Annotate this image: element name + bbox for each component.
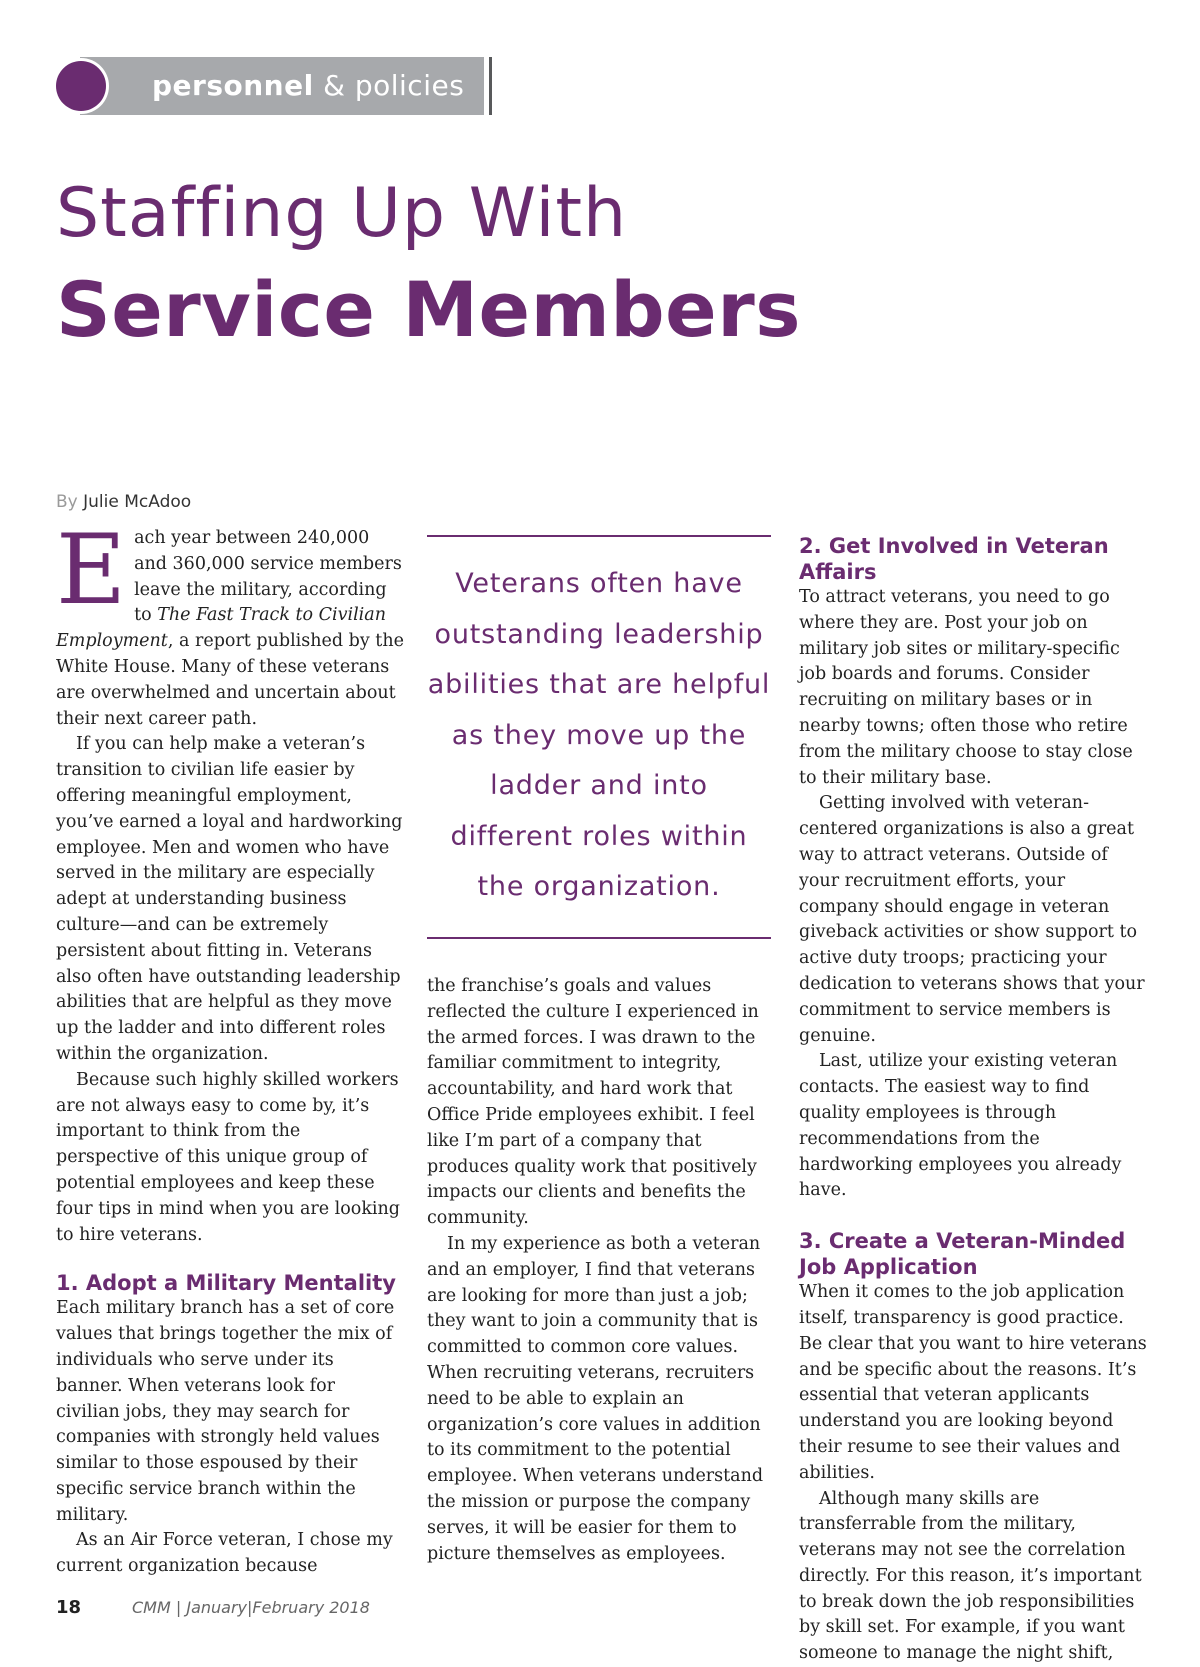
intro-text-a: ach year between 240,000 and 360,000 service members leave the military, according to bbox=[134, 528, 402, 625]
article-column-2 bbox=[427, 974, 775, 1567]
paragraph: Each military branch has a set of core values that brings together the mix of individuals who serve under its banner. When veterans look for civilian jobs, they may search for companies with strongly held values similar to those espoused by their specific service branch within the military. bbox=[56, 1296, 404, 1528]
magazine-issue: CMM | January|February 2018 bbox=[132, 1598, 370, 1617]
article-title-line1: Staffing Up With bbox=[56, 180, 627, 248]
paragraph: In my experience as both a veteran and an employer, I find that veterans are looking for more than just a job; they want to join a community that is committed to common core values. When recruiting veterans, recruiters need to be able to explain an organization’s core values in addition to its commitment to the potential employee. When veterans understand the mission or purpose the company serves, it will be easier for them to picture themselves as employees. bbox=[427, 1232, 775, 1567]
section-heading-2: 2. Get Involved in Veteran Affairs bbox=[799, 533, 1147, 585]
article-column-3 bbox=[799, 533, 1147, 1667]
section-label bbox=[152, 69, 464, 102]
page-number: 18 bbox=[56, 1597, 81, 1618]
article-column-1 bbox=[56, 526, 404, 1580]
banner-divider bbox=[489, 57, 492, 115]
paragraph: As an Air Force veteran, I chose my current organization because bbox=[56, 1528, 404, 1580]
paragraph: Although many skills are transferrable from the military, veterans may not see the correlation directly. For this reason, it’s important to break down the job responsibilities by skill set. For example, if you want someone to manage the night shift, bbox=[799, 1487, 1147, 1667]
paragraph: To attract veterans, you need to go where they are. Post your job on military job sites or military-specific job boards and forums. Consider recruiting on military bases or in nearby towns; often those who retire from the military choose to stay close to their military base. bbox=[799, 585, 1147, 791]
section-heading-1: 1. Adopt a Military Mentality bbox=[56, 1270, 404, 1296]
section-label-rest: & policies bbox=[314, 69, 465, 102]
report-title: The Fast Track to Civilian Employment bbox=[56, 605, 386, 651]
section-heading-3: 3. Create a Veteran-Minded Job Application bbox=[799, 1228, 1147, 1280]
banner-circle-icon bbox=[56, 61, 106, 111]
paragraph: the franchise’s goals and values reflected the culture I experienced in the armed forces. I was drawn to the familiar commitment to integrity, accountability, and hard work that Office Pride employees exhibit. I feel like I’m part of a company that produces quality work that positively impacts our clients and benefits the community. bbox=[427, 974, 775, 1232]
paragraph: Last, utilize your existing veteran contacts. The easiest way to find quality employees is through recommendations from the hardworking employees you already have. bbox=[799, 1049, 1147, 1204]
section-label-bold: personnel bbox=[152, 69, 314, 102]
byline-author: Julie McAdoo bbox=[83, 492, 191, 512]
article-title-line2: Service Members bbox=[56, 272, 801, 348]
section-banner bbox=[56, 57, 506, 115]
intro-text-b: , a report published by the White House. Many of these veterans are overwhelmed and uncertain about their next career path. bbox=[56, 631, 404, 728]
paragraph: If you can help make a veteran’s transition to civilian life easier by offering meaningful employment, you’ve earned a loyal and hardworking employee. Men and women who have served in the military are especially adept at understanding business culture—and can be extremely persistent about fitting in. Veterans also often have outstanding leadership abilities that are helpful as they move up the ladder and into different roles within the organization. bbox=[56, 732, 404, 1067]
paragraph: Because such highly skilled workers are not always easy to come by, it’s important to think from the perspective of this unique group of potential employees and keep these four tips in mind when you are looking to hire veterans. bbox=[56, 1068, 404, 1249]
byline bbox=[56, 492, 191, 512]
paragraph: When it comes to the job application itself, transparency is good practice. Be clear that you want to hire veterans and be specific about the reasons. It’s essential that veteran applicants understand you are looking beyond their resume to see their values and abilities. bbox=[799, 1280, 1147, 1486]
paragraph: Getting involved with veteran-centered organizations is also a great way to attract veterans. Outside of your recruitment efforts, your company should engage in veteran giveback activities or show support to active duty troops; practicing your dedication to veterans shows that your commitment to service members is genuine. bbox=[799, 791, 1147, 1049]
drop-cap: E bbox=[56, 532, 126, 608]
intro-paragraph bbox=[56, 526, 404, 732]
pull-quote: Veterans often have outstanding leadership abilities that are helpful as they move up the ladder and into different roles within the organization. bbox=[427, 535, 771, 939]
byline-prefix: By bbox=[56, 492, 83, 512]
